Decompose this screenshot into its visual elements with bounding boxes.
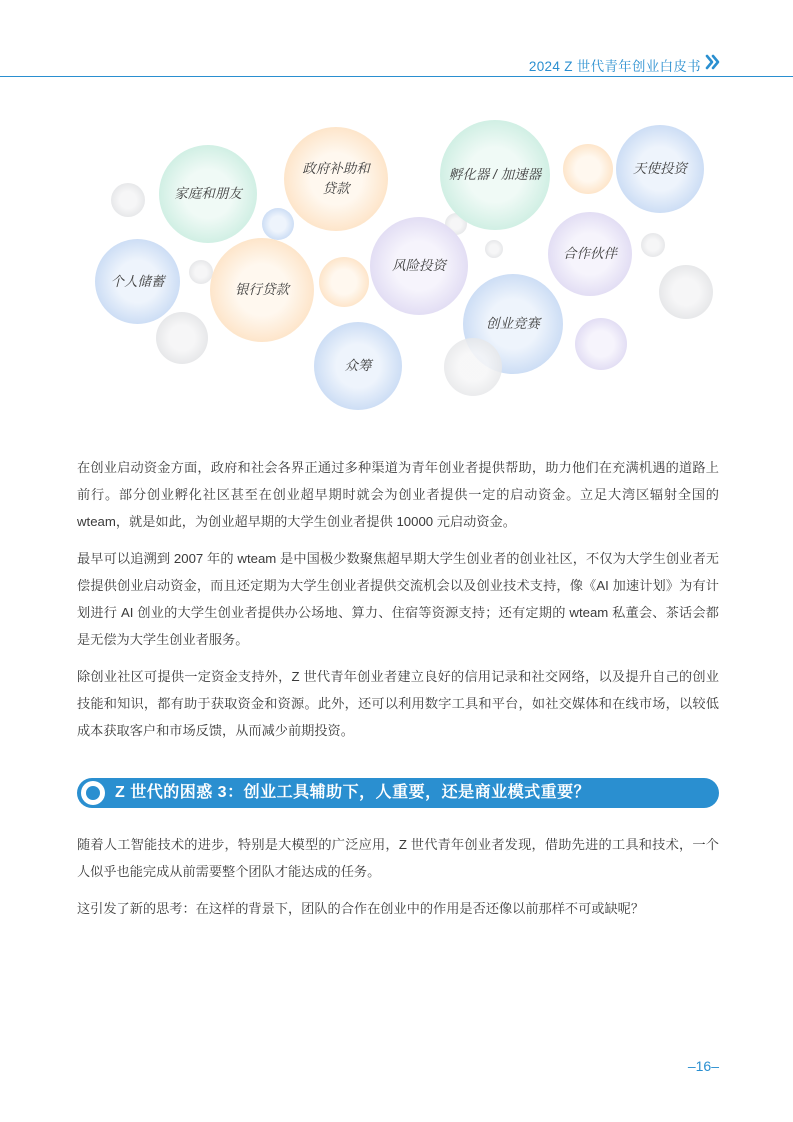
bubble-personal-savings bbox=[95, 239, 180, 324]
decorative-bubble bbox=[262, 208, 294, 240]
bubble-label: 个人储蓄 bbox=[110, 273, 165, 289]
bubble-partner bbox=[548, 212, 632, 296]
bubble-crowdfunding bbox=[314, 322, 402, 410]
bubble-label: 政府补助和 bbox=[302, 161, 370, 176]
decorative-bubble bbox=[189, 260, 213, 284]
page-header bbox=[0, 0, 793, 77]
bubble-label: 银行贷款 bbox=[235, 282, 289, 297]
bullet-circle-icon bbox=[81, 781, 105, 805]
decorative-bubble bbox=[156, 312, 208, 364]
bubble-family-friends bbox=[159, 145, 257, 243]
decorative-bubble bbox=[659, 265, 713, 319]
bubble-label: 天使投资 bbox=[633, 161, 687, 176]
bubble-angel bbox=[616, 125, 704, 213]
bubble-label: 创业竞赛 bbox=[486, 316, 540, 331]
section-heading-bar bbox=[77, 778, 719, 808]
page-number: –16– bbox=[687, 1058, 719, 1074]
bubble-label: 众筹 bbox=[344, 358, 372, 373]
header-title: 2024 Z 世代青年创业白皮书 bbox=[528, 59, 701, 74]
bubble-gov-subsidy bbox=[284, 127, 388, 231]
body-paragraph-2: 最早可以追溯到 2007 年的 wteam 是中国极少数聚焦超早期大学生创业者的创业社区，不仅为大学生创业者无偿提供创业启动资金，而且还定期为大学生创业者提供交流机会以及创业技术支持，像《AI 加速计划》为有计划进行 AI 创业的大学生创业者提供办公场地、算力、住宿等资源支持；还有定期的 wteam 私董会、茶话会都是无偿为大学生创业者服务。 bbox=[77, 551, 719, 647]
bubble-label: 风险投资 bbox=[392, 258, 446, 273]
section-title: Z 世代的困惑 3：创业工具辅助下，人重要，还是商业模式重要？ bbox=[115, 784, 591, 801]
bubble-label: 家庭和朋友 bbox=[174, 186, 242, 201]
double-chevron-right-icon bbox=[705, 54, 721, 70]
bubble-label: 孵化器 / 加速器 bbox=[448, 167, 542, 182]
decorative-bubble bbox=[641, 233, 665, 257]
body-paragraph-1: 在创业启动资金方面，政府和社会各界正通过多种渠道为青年创业者提供帮助，助力他们在充满机遇的道路上前行。部分创业孵化社区甚至在创业超早期时就会为创业者提供一定的启动资金。立足大湾区辐射全国的 wteam，就是如此，为创业超早期的大学生创业者提供 10000 元启动资金。 bbox=[77, 460, 719, 529]
bubble-venture-capital bbox=[370, 217, 468, 315]
bubble-label: 合作伙伴 bbox=[563, 246, 617, 261]
decorative-bubble bbox=[319, 257, 369, 307]
funding-sources-bubble-diagram bbox=[0, 100, 793, 430]
decorative-bubble bbox=[111, 183, 145, 217]
bubble-incubator bbox=[440, 120, 550, 230]
body-paragraph-3: 除创业社区可提供一定资金支持外，Z 世代青年创业者建立良好的信用记录和社交网络，以及提升自己的创业技能和知识，都有助于获取资金和资源。此外，还可以利用数字工具和平台，如社交媒体和在线市场，以较低成本获取客户和市场反馈，从而减少前期投资。 bbox=[77, 669, 719, 738]
bubble-label: 贷款 bbox=[322, 181, 350, 196]
decorative-bubble bbox=[575, 318, 627, 370]
decorative-bubble bbox=[563, 144, 613, 194]
decorative-bubble bbox=[485, 240, 503, 258]
body-paragraph-5: 这引发了新的思考：在这样的背景下，团队的合作在创业中的作用是否还像以前那样不可或缺呢？ bbox=[77, 901, 645, 916]
decorative-bubble bbox=[444, 338, 502, 396]
bubble-bank-loan bbox=[210, 238, 314, 342]
body-paragraph-4: 随着人工智能技术的进步，特别是大模型的广泛应用，Z 世代青年创业者发现，借助先进的工具和技术，一个人似乎也能完成从前需要整个团队才能达成的任务。 bbox=[77, 837, 719, 879]
